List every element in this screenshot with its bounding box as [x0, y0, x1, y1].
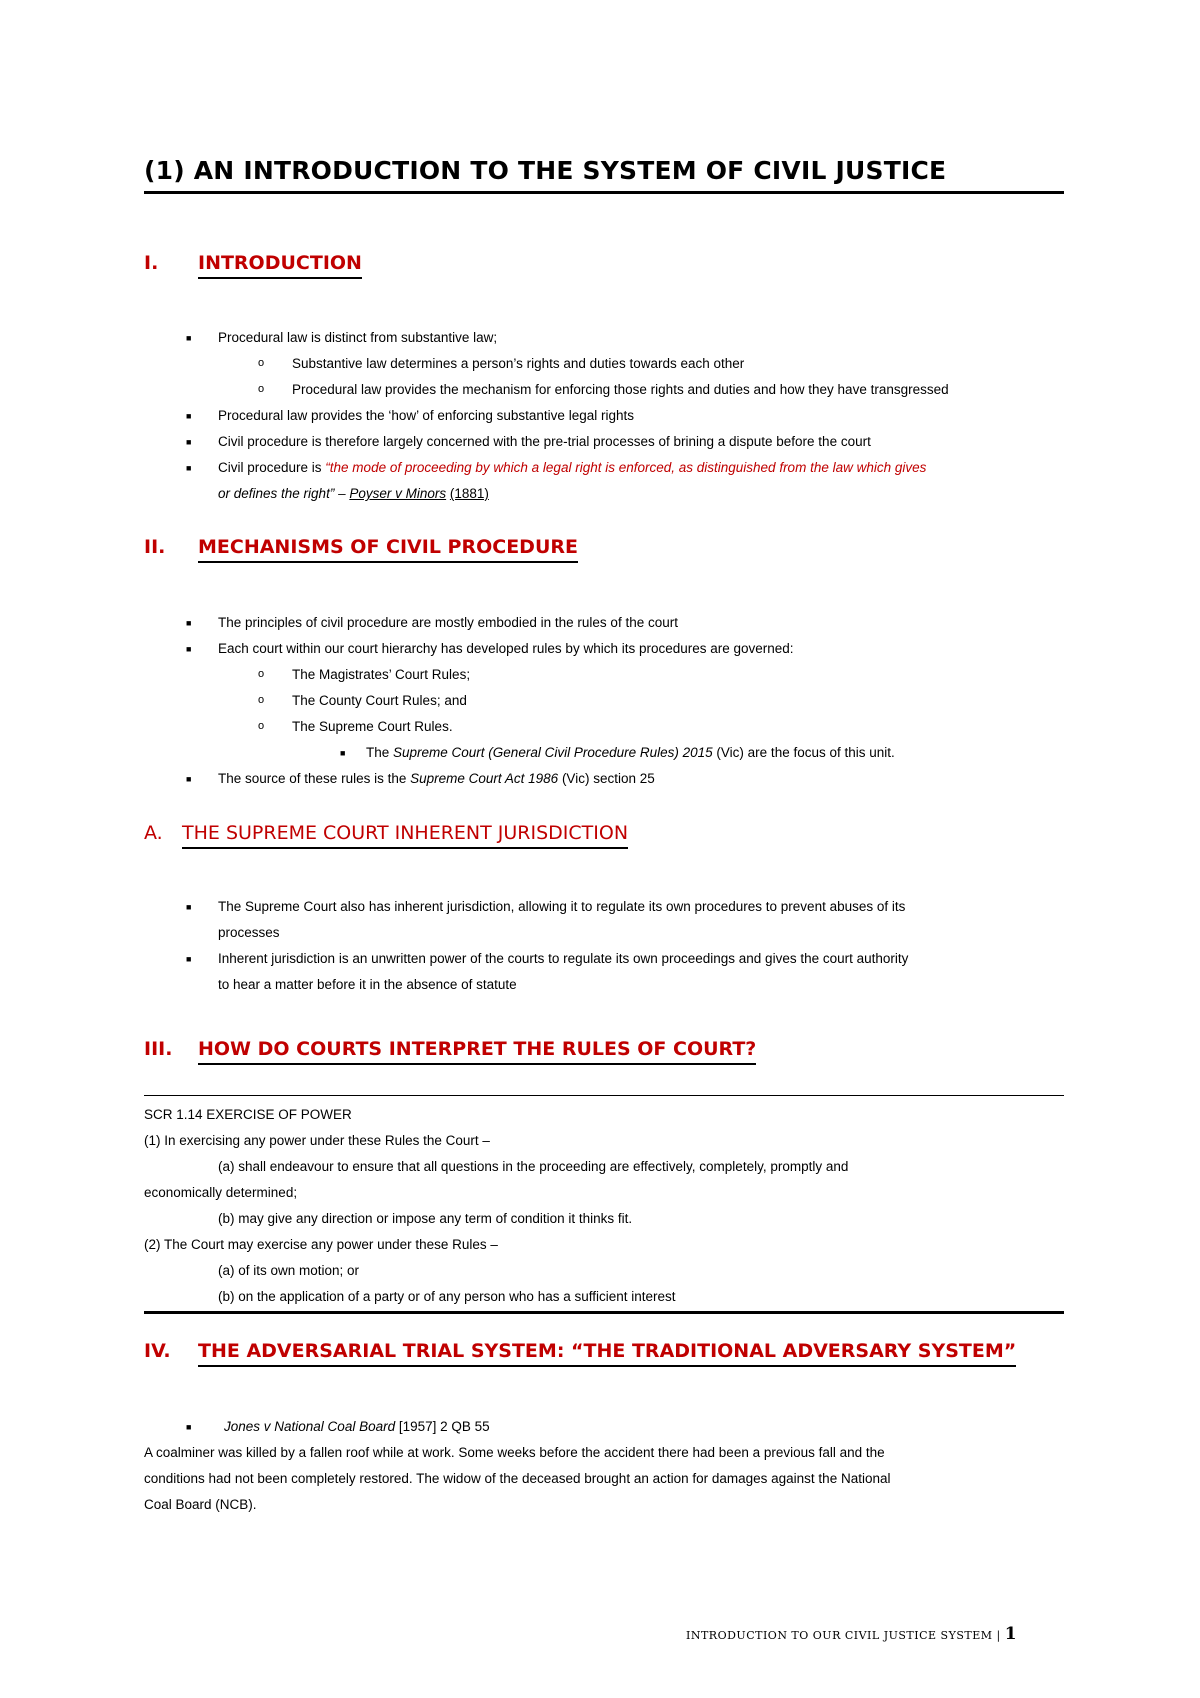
rule-box-top-border: [144, 1095, 1064, 1096]
list-item: Civil procedure is therefore largely concerned with the pre-trial processes of brining a dispute before the court: [218, 434, 871, 449]
case-name: Poyser v Minors: [349, 486, 447, 501]
section-number: I.: [144, 252, 159, 274]
sub-list-item: The Supreme Court Rules.: [292, 719, 453, 734]
page-number: 1: [1004, 1624, 1018, 1644]
text-run: The source of these rules is the: [218, 771, 411, 786]
list-item: [218, 459, 926, 477]
section-heading-mechanisms: [144, 536, 578, 558]
section-title: HOW DO COURTS INTERPRET THE RULES OF COURT?: [198, 1038, 756, 1065]
list-item: Procedural law provides the ‘how’ of enforcing substantive legal rights: [218, 408, 634, 423]
text-run: (Vic) are the focus of this unit.: [712, 745, 895, 760]
list-item: The Supreme Court also has inherent jurisdiction, allowing it to regulate its own procedures to prevent abuses of its: [218, 899, 906, 914]
rule-text: (b) on the application of a party or of any person who has a sufficient interest: [218, 1289, 676, 1304]
bullet-icon: ■: [186, 333, 192, 343]
circle-bullet-icon: o: [258, 383, 265, 395]
section-title: THE SUPREME COURT INHERENT JURISDICTION: [182, 822, 628, 849]
list-item: The principles of civil procedure are mostly embodied in the rules of the court: [218, 615, 678, 630]
section-heading-interpret-rules: [144, 1038, 756, 1060]
sub-list-item: The County Court Rules; and: [292, 693, 467, 708]
section-number: II.: [144, 536, 166, 558]
footer-text: INTRODUCTION TO OUR CIVIL JUSTICE SYSTEM |: [686, 1629, 1005, 1642]
section-heading-adversarial: [144, 1340, 1016, 1362]
case-year: (1881): [449, 486, 489, 501]
bullet-icon: ■: [186, 644, 192, 654]
section-title: INTRODUCTION: [198, 252, 362, 279]
rule-text: (a) of its own motion; or: [218, 1263, 360, 1278]
sub-sub-list-item: [366, 744, 895, 762]
paragraph-line: Coal Board (NCB).: [144, 1497, 257, 1512]
rule-box-bottom-border: [144, 1311, 1064, 1314]
bullet-icon: ■: [186, 463, 192, 473]
rule-text: SCR 1.14 EXERCISE OF POWER: [144, 1107, 352, 1122]
bullet-icon: ■: [186, 774, 192, 784]
paragraph-line: conditions had not been completely restored. The widow of the deceased brought an action for damages against the National: [144, 1471, 891, 1486]
circle-bullet-icon: o: [258, 668, 265, 680]
list-item-continuation: to hear a matter before it in the absence of statute: [218, 977, 517, 992]
list-item: Each court within our court hierarchy has developed rules by which its procedures are governed:: [218, 641, 794, 656]
rule-text: economically determined;: [144, 1185, 298, 1200]
rule-text: (1) In exercising any power under these Rules the Court –: [144, 1133, 490, 1148]
section-title: MECHANISMS OF CIVIL PROCEDURE: [198, 536, 578, 563]
case-citation: [224, 1418, 490, 1436]
page-footer: [686, 1624, 1017, 1644]
section-number: IV.: [144, 1340, 171, 1362]
list-item-continuation: [218, 485, 489, 503]
bullet-icon: ■: [186, 954, 192, 964]
circle-bullet-icon: o: [258, 357, 265, 369]
sub-list-item: The Magistrates’ Court Rules;: [292, 667, 471, 682]
bullet-icon: ■: [340, 748, 346, 758]
list-item-continuation: processes: [218, 925, 280, 940]
list-item: Inherent jurisdiction is an unwritten power of the courts to regulate its own proceedings and gives the court authority: [218, 951, 909, 966]
bullet-icon: ■: [186, 902, 192, 912]
section-title: THE ADVERSARIAL TRIAL SYSTEM: “THE TRADITIONAL ADVERSARY SYSTEM”: [198, 1340, 1016, 1367]
page-title: (1) AN INTRODUCTION TO THE SYSTEM OF CIVIL JUSTICE: [144, 156, 1064, 194]
list-item: [218, 770, 655, 788]
bullet-icon: ■: [186, 437, 192, 447]
circle-bullet-icon: o: [258, 720, 265, 732]
case-name: Jones v National Coal Board: [224, 1419, 396, 1434]
section-heading-introduction: [144, 252, 362, 274]
bullet-icon: ■: [186, 411, 192, 421]
section-number: A.: [144, 822, 163, 844]
quote-text: “the mode of proceeding by which a legal right is enforced, as distinguished from the law which gives: [325, 460, 927, 475]
act-title: Supreme Court Act 1986: [410, 771, 559, 786]
sub-list-item: Procedural law provides the mechanism for enforcing those rights and duties and how they have transgressed: [292, 382, 949, 397]
section-number: III.: [144, 1038, 173, 1060]
rule-text: (2) The Court may exercise any power under these Rules –: [144, 1237, 498, 1252]
quote-text: or defines the right” –: [218, 486, 346, 501]
subsection-heading-inherent-jurisdiction: [144, 822, 628, 844]
sub-list-item: Substantive law determines a person’s rights and duties towards each other: [292, 356, 745, 371]
rule-text: (b) may give any direction or impose any term of condition it thinks fit.: [218, 1211, 633, 1226]
circle-bullet-icon: o: [258, 694, 265, 706]
rule-text: (a) shall endeavour to ensure that all questions in the proceeding are effectively, completely, promptly and: [218, 1159, 849, 1174]
paragraph-line: A coalminer was killed by a fallen roof while at work. Some weeks before the accident there had been a previous fall and the: [144, 1445, 885, 1460]
rules-title: Supreme Court (General Civil Procedure Rules) 2015: [393, 745, 713, 760]
bullet-icon: ■: [186, 1422, 192, 1432]
bullet-icon: ■: [186, 618, 192, 628]
text-run: Civil procedure is: [218, 460, 326, 475]
text-run: (Vic) section 25: [558, 771, 655, 786]
text-run: The: [366, 745, 394, 760]
list-item: Procedural law is distinct from substantive law;: [218, 330, 498, 345]
case-citation-text: [1957] 2 QB 55: [395, 1419, 490, 1434]
